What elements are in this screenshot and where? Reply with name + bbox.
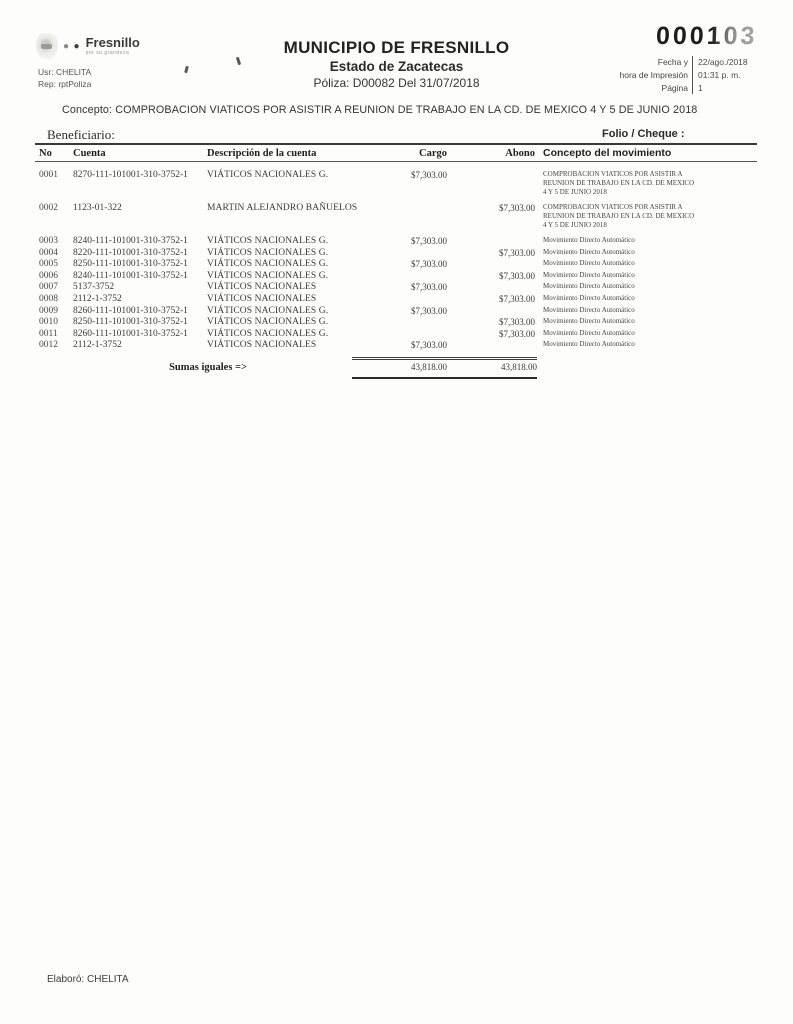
cell-abono: $7,303.00 [499,203,535,213]
table-row [35,259,757,271]
cell-no: 0006 [39,270,58,281]
cell-descripcion: VIÁTICOS NACIONALES [207,340,317,351]
table-row [35,294,757,306]
elaboro-line: Elaboró: CHELITA [47,974,129,985]
cell-no: 0001 [39,170,58,180]
cell-concepto: Movimiento Directo Automático [543,236,635,244]
print-page-number: 1 [698,82,703,93]
table-row [35,203,757,233]
cell-cuenta: 2112-1-3752 [73,293,122,304]
movements-table [35,143,757,386]
cell-no: 0005 [39,259,58,270]
cell-cargo: $7,303.00 [411,305,447,316]
cell-no: 0010 [39,317,58,328]
logo-dots-icon: ● ● [63,40,81,52]
cell-cargo: $7,303.00 [411,282,447,293]
sum-cargo-total: 43,818.00 [411,361,447,372]
user-line: Usr: CHELITA [38,67,92,77]
page-subtitle: Estado de Zacatecas [329,59,464,74]
print-info-label: Fecha y [657,57,688,67]
cell-no: 0003 [39,236,58,246]
table-row [35,306,757,318]
sums-row [35,356,757,386]
print-time: 01:31 p. m. [698,69,741,80]
col-header-concepto: Concepto del movimiento [543,147,672,159]
cell-no: 0009 [39,305,58,316]
cell-cargo: $7,303.00 [411,259,447,270]
report-line: Rep: rptPoliza [38,79,92,90]
cell-descripcion: VIÁTICOS NACIONALES G. [207,270,329,281]
page-title: MUNICIPIO DE FRESNILLO [283,38,510,57]
cell-descripcion: VIÁTICOS NACIONALES G. [207,317,329,328]
col-header-cuenta: Cuenta [73,148,106,159]
cell-concepto: COMPROBACION VIATICOS POR ASISTIR A REUNION DE TRABAJO EN LA CD. DE MEXICO 4 Y 5 DE JUNIO 2018 [543,170,695,197]
cell-cargo: $7,303.00 [411,340,447,351]
cell-abono: $7,303.00 [499,270,535,281]
stamp-number: 000103 [655,22,758,50]
sums-bottom-rule [352,377,537,379]
cell-concepto: Movimiento Directo Automático [543,328,635,337]
cell-descripcion: VIÁTICOS NACIONALES G. [207,259,329,270]
beneficiario-label: Beneficiario: [47,127,115,142]
cell-concepto: Movimiento Directo Automático [543,247,635,256]
cell-cuenta: 2112-1-3752 [73,340,122,351]
cell-no: 0002 [39,203,58,213]
table-row [35,271,757,283]
cell-abono: $7,303.00 [499,247,535,258]
cell-descripcion: VIÁTICOS NACIONALES [207,282,317,293]
cell-descripcion: VIÁTICOS NACIONALES [207,293,317,304]
cell-descripcion: VIÁTICOS NACIONALES G. [207,170,329,180]
cell-concepto: Movimiento Directo Automático [543,259,635,268]
cell-no: 0008 [39,293,58,304]
table-row [35,282,757,294]
cell-descripcion: MARTIN ALEJANDRO BAÑUELOS [207,203,358,213]
cell-cargo: $7,303.00 [411,170,447,180]
print-date: 22/ago./2018 [698,57,748,67]
logo-tagline: por su grandeza [85,50,130,56]
print-info [619,56,755,94]
print-info-label: Página [661,82,688,93]
table-row [35,236,757,248]
cell-cuenta: 8240-111-101001-310-3752-1 [73,270,188,281]
concepto-line: Concepto: COMPROBACION VIATICOS POR ASISTIR A REUNION DE TRABAJO EN LA CD. DE MEXICO 4 Y 5 DE JUNIO 2018 [62,104,698,116]
cell-concepto: Movimiento Directo Automático [543,293,635,302]
cell-descripcion: VIÁTICOS NACIONALES G. [207,236,329,246]
cell-abono: $7,303.00 [499,317,535,328]
poliza-line: Póliza: D00082 Del 31/07/2018 [313,76,480,90]
cell-cuenta: 8240-111-101001-310-3752-1 [73,236,188,246]
cell-no: 0011 [39,328,58,339]
cell-no: 0007 [39,282,58,293]
cell-cargo: $7,303.00 [411,236,447,246]
cell-cuenta: 1123-01-322 [73,203,122,213]
table-row [35,248,757,260]
col-header-cargo: Cargo [419,148,447,159]
cell-descripcion: VIÁTICOS NACIONALES G. [207,328,329,339]
col-header-abono: Abono [505,148,535,159]
cell-cuenta: 8250-111-101001-310-3752-1 [73,259,188,270]
col-header-no: No [39,148,52,159]
col-header-descripcion: Descripción de la cuenta [207,148,317,159]
table-row [35,329,757,341]
table-row [35,170,757,200]
cell-descripcion: VIÁTICOS NACIONALES G. [207,305,329,316]
table-row [35,317,757,329]
table-body [35,162,757,352]
cell-descripcion: VIÁTICOS NACIONALES G. [207,247,329,258]
table-row [35,340,757,352]
sums-top-rule [352,357,537,360]
sum-abono-total: 43,818.00 [501,361,537,372]
cell-no: 0012 [39,340,58,351]
cell-concepto: Movimiento Directo Automático [543,317,635,326]
table-header-row [35,145,757,162]
cell-concepto: Movimiento Directo Automático [543,340,635,349]
cell-cuenta: 8260-111-101001-310-3752-1 [73,328,188,339]
cell-concepto: Movimiento Directo Automático [543,305,635,314]
print-info-label: hora de Impresión [619,69,688,80]
cell-cuenta: 8260-111-101001-310-3752-1 [73,305,188,316]
cell-concepto: COMPROBACION VIATICOS POR ASISTIR A REUNION DE TRABAJO EN LA CD. DE MEXICO 4 Y 5 DE JUNIO 2018 [543,203,695,230]
cell-no: 0004 [39,247,58,258]
cell-concepto: Movimiento Directo Automático [543,282,635,291]
cell-cuenta: 8250-111-101001-310-3752-1 [73,317,188,328]
cell-abono: $7,303.00 [499,328,535,339]
cell-cuenta: 5137-3752 [73,282,115,293]
folio-cheque-label: Folio / Cheque : [602,128,685,140]
sums-label: Sumas iguales => [169,361,247,373]
cell-cuenta: 8270-111-101001-310-3752-1 [73,170,188,180]
cell-concepto: Movimiento Directo Automático [543,270,635,279]
logo-name: Fresnillo [85,35,140,50]
cell-cuenta: 8220-111-101001-310-3752-1 [73,247,188,258]
cell-abono: $7,303.00 [499,293,535,304]
